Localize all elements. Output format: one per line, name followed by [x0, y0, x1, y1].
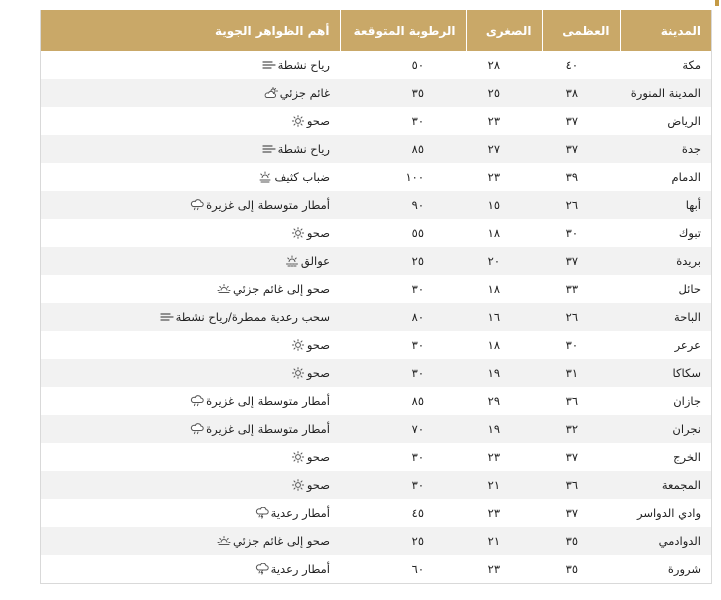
humidity-cell: ٦٠: [340, 555, 466, 583]
humidity-cell: ٤٥: [340, 499, 466, 527]
humidity-cell: ٣٠: [340, 331, 466, 359]
sun-icon: [291, 367, 305, 379]
min-temp-cell: ٢٣: [466, 499, 542, 527]
max-temp-cell: ٢٦: [542, 191, 620, 219]
sun-haze-icon: [217, 283, 231, 295]
weather-label: صحو: [306, 338, 330, 352]
city-cell: الرياض: [620, 107, 711, 135]
weather-cell: [41, 247, 340, 275]
weather-cell: [41, 191, 340, 219]
humidity-cell: ٢٥: [340, 247, 466, 275]
min-temp-cell: ٢٣: [466, 107, 542, 135]
thunderstorm-icon: [255, 563, 269, 575]
min-temp-cell: ٢٣: [466, 443, 542, 471]
city-cell: وادي الدواسر: [620, 499, 711, 527]
table-row: [41, 219, 711, 247]
weather-label: صحو إلى غائم جزئي: [233, 282, 330, 296]
max-temp-cell: ٣٧: [542, 107, 620, 135]
table-row: [41, 443, 711, 471]
rain-icon: [190, 395, 204, 407]
humidity-cell: ٩٠: [340, 191, 466, 219]
weather-label: عوالق: [300, 254, 330, 268]
max-temp-cell: ٣٥: [542, 527, 620, 555]
table-row: [41, 471, 711, 499]
weather-cell: [41, 387, 340, 415]
weather-label: صحو: [306, 366, 330, 380]
table-row: [41, 527, 711, 555]
min-temp-cell: ٢٩: [466, 387, 542, 415]
max-temp-cell: ٣٢: [542, 415, 620, 443]
table-row: [41, 387, 711, 415]
table-row: [41, 303, 711, 331]
weather-label: صحو إلى غائم جزئي: [233, 534, 330, 548]
max-temp-cell: ٣٦: [542, 471, 620, 499]
max-temp-cell: ٣٧: [542, 443, 620, 471]
city-cell: حائل: [620, 275, 711, 303]
table-row: [41, 79, 711, 107]
weather-cell: [41, 107, 340, 135]
weather-phenomenon: [262, 142, 330, 156]
weather-cell: [41, 331, 340, 359]
table-row: [41, 415, 711, 443]
humidity-cell: ٣٠: [340, 275, 466, 303]
sun-icon: [291, 339, 305, 351]
weather-phenomenon: [255, 506, 330, 520]
max-temp-cell: ٣٧: [542, 135, 620, 163]
humidity-cell: ٨٥: [340, 135, 466, 163]
city-cell: جدة: [620, 135, 711, 163]
weather-cell: [41, 163, 340, 191]
header-max: العظمى: [542, 10, 620, 51]
weather-table-container: [40, 10, 712, 584]
partly-cloudy-icon: [264, 87, 278, 99]
weather-label: صحو: [306, 226, 330, 240]
min-temp-cell: ٢٧: [466, 135, 542, 163]
weather-phenomenon: [291, 366, 330, 380]
weather-cell: [41, 275, 340, 303]
city-cell: تبوك: [620, 219, 711, 247]
min-temp-cell: ١٨: [466, 331, 542, 359]
city-cell: الباحة: [620, 303, 711, 331]
max-temp-cell: ٣٨: [542, 79, 620, 107]
weather-label: صحو: [306, 450, 330, 464]
rain-icon: [190, 199, 204, 211]
city-cell: نجران: [620, 415, 711, 443]
weather-cell: [41, 51, 340, 79]
sun-icon: [291, 451, 305, 463]
table-header-row: [41, 10, 711, 51]
weather-label: غائم جزئي: [279, 86, 330, 100]
wind-icon: [262, 143, 276, 155]
weather-phenomenon: [217, 534, 330, 548]
humidity-cell: ٣٠: [340, 471, 466, 499]
humidity-cell: ٣٠: [340, 359, 466, 387]
weather-label: أمطار رعدية: [270, 506, 330, 520]
weather-cell: [41, 527, 340, 555]
table-row: [41, 359, 711, 387]
max-temp-cell: ٣١: [542, 359, 620, 387]
table-row: [41, 331, 711, 359]
table-row: [41, 107, 711, 135]
city-cell: أبها: [620, 191, 711, 219]
min-temp-cell: ١٩: [466, 415, 542, 443]
sun-icon: [291, 115, 305, 127]
weather-phenomenon: [190, 198, 330, 212]
weather-phenomenon: [291, 226, 330, 240]
weather-cell: [41, 415, 340, 443]
humidity-cell: ٥٠: [340, 51, 466, 79]
weather-phenomenon: [262, 58, 330, 72]
weather-phenomenon: [217, 282, 330, 296]
max-temp-cell: ٤٠: [542, 51, 620, 79]
weather-label: صحو: [306, 114, 330, 128]
humidity-cell: ٥٥: [340, 219, 466, 247]
table-row: [41, 499, 711, 527]
city-cell: الدوادمي: [620, 527, 711, 555]
max-temp-cell: ٣٣: [542, 275, 620, 303]
sun-icon: [291, 227, 305, 239]
weather-cell: [41, 555, 340, 583]
max-temp-cell: ٣٠: [542, 219, 620, 247]
min-temp-cell: ١٨: [466, 219, 542, 247]
city-cell: سكاكا: [620, 359, 711, 387]
weather-phenomenon: [291, 338, 330, 352]
humidity-cell: ٣٥: [340, 79, 466, 107]
max-temp-cell: ٣٠: [542, 331, 620, 359]
humidity-cell: ٣٠: [340, 107, 466, 135]
max-temp-cell: ٣٧: [542, 499, 620, 527]
header-humidity: الرطوبة المتوقعة: [340, 10, 466, 51]
table-row: [41, 275, 711, 303]
top-accent-bar: [715, 0, 719, 6]
humidity-cell: ٢٥: [340, 527, 466, 555]
city-cell: الدمام: [620, 163, 711, 191]
dust-icon: [285, 255, 299, 267]
humidity-cell: ٧٠: [340, 415, 466, 443]
weather-label: أمطار رعدية: [270, 562, 330, 576]
header-weather: أهم الظواهر الجوية: [41, 10, 340, 51]
weather-label: أمطار متوسطة إلى غزيرة: [206, 394, 330, 408]
min-temp-cell: ١٩: [466, 359, 542, 387]
weather-cell: [41, 303, 340, 331]
weather-cell: [41, 499, 340, 527]
min-temp-cell: ٢١: [466, 527, 542, 555]
weather-cell: [41, 359, 340, 387]
weather-cell: [41, 471, 340, 499]
weather-phenomenon: [160, 310, 330, 324]
city-cell: بريدة: [620, 247, 711, 275]
table-row: [41, 555, 711, 583]
table-row: [41, 191, 711, 219]
min-temp-cell: ٢٥: [466, 79, 542, 107]
weather-phenomenon: [255, 562, 330, 576]
min-temp-cell: ٢٠: [466, 247, 542, 275]
weather-label: سحب رعدية ممطرة/رياح نشطة: [175, 310, 330, 324]
humidity-cell: ٨٥: [340, 387, 466, 415]
city-cell: عرعر: [620, 331, 711, 359]
header-city: المدينة: [620, 10, 711, 51]
max-temp-cell: ٣٧: [542, 247, 620, 275]
rain-icon: [190, 423, 204, 435]
weather-phenomenon: [264, 86, 330, 100]
sun-icon: [291, 479, 305, 491]
wind-icon: [160, 311, 174, 323]
max-temp-cell: ٣٩: [542, 163, 620, 191]
weather-phenomenon: [285, 254, 330, 268]
min-temp-cell: ١٨: [466, 275, 542, 303]
table-row: [41, 135, 711, 163]
thunderstorm-icon: [255, 507, 269, 519]
city-cell: المجمعة: [620, 471, 711, 499]
weather-label: أمطار متوسطة إلى غزيرة: [206, 422, 330, 436]
weather-phenomenon: [190, 422, 330, 436]
max-temp-cell: ٢٦: [542, 303, 620, 331]
humidity-cell: ٣٠: [340, 443, 466, 471]
min-temp-cell: ١٥: [466, 191, 542, 219]
sun-haze-icon: [217, 535, 231, 547]
weather-phenomenon: [190, 394, 330, 408]
fog-icon: [258, 171, 272, 183]
weather-label: أمطار متوسطة إلى غزيرة: [206, 198, 330, 212]
table-row: [41, 163, 711, 191]
weather-label: ضباب كثيف: [274, 170, 330, 184]
city-cell: جازان: [620, 387, 711, 415]
weather-cell: [41, 135, 340, 163]
weather-label: رياح نشطة: [277, 142, 330, 156]
min-temp-cell: ٢٨: [466, 51, 542, 79]
weather-cell: [41, 219, 340, 247]
weather-phenomenon: [291, 450, 330, 464]
header-min: الصغرى: [466, 10, 542, 51]
table-row: [41, 51, 711, 79]
max-temp-cell: ٣٥: [542, 555, 620, 583]
weather-phenomenon: [291, 478, 330, 492]
city-cell: المدينة المنورة: [620, 79, 711, 107]
weather-cell: [41, 79, 340, 107]
min-temp-cell: ١٦: [466, 303, 542, 331]
min-temp-cell: ٢٣: [466, 163, 542, 191]
city-cell: شرورة: [620, 555, 711, 583]
weather-table: [41, 10, 711, 583]
max-temp-cell: ٣٦: [542, 387, 620, 415]
weather-label: صحو: [306, 478, 330, 492]
weather-cell: [41, 443, 340, 471]
humidity-cell: ٨٠: [340, 303, 466, 331]
weather-label: رياح نشطة: [277, 58, 330, 72]
city-cell: الخرج: [620, 443, 711, 471]
min-temp-cell: ٢١: [466, 471, 542, 499]
city-cell: مكة: [620, 51, 711, 79]
weather-phenomenon: [258, 170, 330, 184]
min-temp-cell: ٢٣: [466, 555, 542, 583]
wind-icon: [262, 59, 276, 71]
weather-phenomenon: [291, 114, 330, 128]
table-row: [41, 247, 711, 275]
humidity-cell: ١٠٠: [340, 163, 466, 191]
